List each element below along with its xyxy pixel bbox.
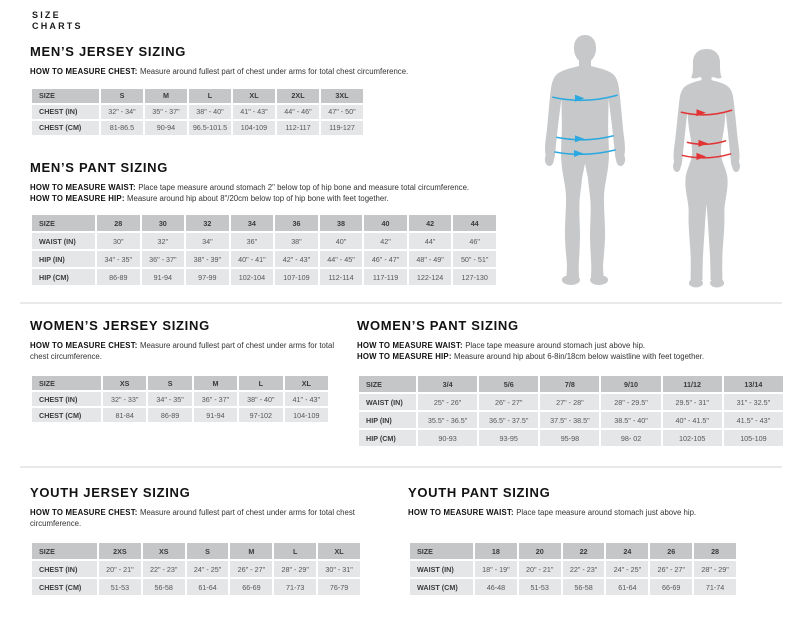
howto: [30, 508, 366, 529]
howto-label: HOW TO MEASURE HIP:: [30, 193, 127, 203]
table-value-cell: 22" - 23": [143, 561, 185, 577]
size-table: [30, 213, 498, 287]
section-heading: WOMEN’S PANT SIZING: [357, 318, 519, 333]
table-row-label: CHEST (IN): [32, 561, 97, 577]
youth-jersey-size-table: [30, 541, 366, 597]
table-value-cell: 119-127: [321, 121, 363, 135]
howto-line: [408, 508, 753, 519]
womens-pant-size-table: [357, 374, 789, 448]
table-value-cell: 30" - 31": [318, 561, 360, 577]
howto-text: Measure around fullest part of chest under arms for total chest circumference.: [30, 341, 335, 361]
howto: [30, 341, 336, 362]
section-heading: YOUTH JERSEY SIZING: [30, 485, 191, 500]
table-value-cell: 37.5" - 38.5": [540, 412, 599, 428]
howto-line: [30, 183, 505, 194]
table-value-cell: 97-102: [239, 408, 282, 422]
table-size-header: 42: [409, 215, 452, 231]
table-size-header: 28: [694, 543, 736, 559]
table-value-cell: 38" - 40": [239, 392, 282, 406]
howto-label: HOW TO MEASURE CHEST:: [30, 67, 140, 76]
table-value-cell: 96.5-101.5: [189, 121, 231, 135]
table-value-cell: 34": [186, 233, 229, 249]
table-value-cell: 38" - 40": [189, 105, 231, 119]
table-value-cell: 46" - 47": [364, 251, 407, 267]
table-size-header: 9/10: [601, 376, 660, 392]
table-value-cell: 91-94: [194, 408, 237, 422]
table-value-cell: 51-53: [519, 579, 561, 595]
table-size-header: XS: [143, 543, 185, 559]
table-value-cell: 90-93: [418, 430, 477, 446]
table-value-cell: 20" - 21": [99, 561, 141, 577]
table-size-header: 30: [142, 215, 185, 231]
table-value-cell: 30": [97, 233, 140, 249]
table-size-header: 44: [453, 215, 496, 231]
table-value-cell: 122-124: [409, 269, 452, 285]
table-size-header: M: [194, 376, 237, 390]
table-value-cell: 20" - 21": [519, 561, 561, 577]
table-size-header: 13/14: [724, 376, 783, 392]
howto-text: Place tape measure around stomach 2" below top of hip bone and measure total circumference.: [138, 183, 470, 192]
howto-text: Measure around hip about 8"/20cm below top of hip bone with feet together.: [127, 193, 389, 203]
howto-label: HOW TO MEASURE WAIST:: [30, 183, 139, 192]
page-title-line2: CHARTS: [32, 20, 83, 31]
table-value-cell: 93-95: [479, 430, 538, 446]
table-value-cell: 26" - 27": [479, 394, 538, 410]
table-size-header: L: [189, 89, 231, 103]
table-value-cell: 71-74: [694, 579, 736, 595]
female-measurement-figure: [655, 49, 758, 288]
table-value-cell: 44" - 46": [277, 105, 319, 119]
table-value-cell: 56-58: [143, 579, 185, 595]
table-size-header: XL: [318, 543, 360, 559]
male-measurement-figure: [531, 33, 639, 286]
table-corner-header: SIZE: [410, 543, 473, 559]
table-value-cell: 36": [231, 233, 274, 249]
table-value-cell: 31" - 32.5": [724, 394, 783, 410]
table-value-cell: 28" - 29.5": [601, 394, 660, 410]
table-value-cell: 41" - 43": [233, 105, 275, 119]
table-size-header: S: [101, 89, 143, 103]
size-table: [30, 541, 362, 597]
table-size-header: 40: [364, 215, 407, 231]
table-size-header: XS: [103, 376, 146, 390]
table-value-cell: 61-64: [606, 579, 648, 595]
section-womens-jersey-sizing: [30, 318, 336, 424]
table-corner-header: SIZE: [32, 215, 95, 231]
table-value-cell: 127-130: [453, 269, 496, 285]
table-corner-header: SIZE: [32, 543, 97, 559]
table-value-cell: 46-48: [475, 579, 517, 595]
table-row-label: CHEST (CM): [32, 121, 99, 135]
table-value-cell: 102-105: [663, 430, 722, 446]
table-row-label: HIP (IN): [359, 412, 416, 428]
section-womens-pant-sizing: [357, 318, 789, 448]
table-value-cell: 104-109: [233, 121, 275, 135]
howto-label: HOW TO MEASURE CHEST:: [30, 341, 140, 350]
table-value-cell: 29.5" - 31": [663, 394, 722, 410]
page-title: [32, 10, 83, 31]
table-value-cell: 44" - 45": [320, 251, 363, 267]
table-value-cell: 36.5" - 37.5": [479, 412, 538, 428]
table-value-cell: 98- 02: [601, 430, 660, 446]
howto-line: [30, 508, 366, 529]
table-value-cell: 107-109: [275, 269, 318, 285]
table-row-label: CHEST (CM): [32, 579, 97, 595]
table-value-cell: 51-53: [99, 579, 141, 595]
table-size-header: S: [187, 543, 229, 559]
table-value-cell: 104-109: [285, 408, 328, 422]
table-row-label: HIP (CM): [32, 269, 95, 285]
table-value-cell: 81-84: [103, 408, 146, 422]
table-size-header: L: [274, 543, 316, 559]
table-size-header: 32: [186, 215, 229, 231]
section-heading: WOMEN’S JERSEY SIZING: [30, 318, 210, 333]
table-value-cell: 41.5" - 43": [724, 412, 783, 428]
howto: [357, 341, 789, 362]
table-size-header: XL: [233, 89, 275, 103]
size-table: [30, 87, 365, 137]
howto-line: [30, 194, 505, 205]
table-size-header: M: [145, 89, 187, 103]
table-value-cell: 24" - 25": [187, 561, 229, 577]
table-value-cell: 34" - 35": [97, 251, 140, 267]
howto-label: HOW TO MEASURE WAIST:: [408, 508, 517, 517]
female-body-silhouette: [673, 49, 740, 287]
table-value-cell: 48" - 49": [409, 251, 452, 267]
table-value-cell: 105-109: [724, 430, 783, 446]
table-value-cell: 90-94: [145, 121, 187, 135]
howto-label: HOW TO MEASURE HIP:: [357, 351, 454, 361]
table-value-cell: 40": [320, 233, 363, 249]
mens-pant-size-table: [30, 213, 505, 287]
howto: [30, 183, 505, 204]
table-value-cell: 32" - 34": [101, 105, 143, 119]
table-value-cell: 66-69: [650, 579, 692, 595]
table-value-cell: 76-79: [318, 579, 360, 595]
table-value-cell: 36" - 37": [142, 251, 185, 267]
table-value-cell: 38": [275, 233, 318, 249]
table-size-header: 3XL: [321, 89, 363, 103]
section-divider: [20, 466, 782, 468]
size-table: [408, 541, 738, 597]
section-heading: YOUTH PANT SIZING: [408, 485, 551, 500]
howto-label: HOW TO MEASURE WAIST:: [357, 341, 466, 350]
table-size-header: 3/4: [418, 376, 477, 392]
table-row-label: CHEST (IN): [32, 105, 99, 119]
mens-jersey-size-table: [30, 87, 490, 137]
howto-line: [30, 67, 490, 78]
table-row-label: CHEST (CM): [32, 408, 101, 422]
table-corner-header: SIZE: [359, 376, 416, 392]
table-value-cell: 44": [409, 233, 452, 249]
table-value-cell: 38" - 39": [186, 251, 229, 267]
table-size-header: 26: [650, 543, 692, 559]
womens-jersey-size-table: [30, 374, 336, 424]
howto-text: Measure around fullest part of chest under arms for total chest circumference.: [30, 508, 355, 528]
table-size-header: 34: [231, 215, 274, 231]
table-value-cell: 36" - 37": [194, 392, 237, 406]
table-value-cell: 38.5" - 40": [601, 412, 660, 428]
section-divider: [20, 302, 782, 304]
section-heading: MEN’S PANT SIZING: [30, 160, 169, 175]
section-heading: MEN’S JERSEY SIZING: [30, 44, 187, 59]
table-value-cell: 24" - 25": [606, 561, 648, 577]
table-value-cell: 71-73: [274, 579, 316, 595]
youth-pant-size-table: [408, 541, 753, 597]
table-size-header: 22: [563, 543, 605, 559]
howto-text: Place tape measure around stomach just above hip.: [516, 508, 697, 517]
section-youth-jersey-sizing: [30, 485, 366, 597]
table-value-cell: 112-114: [320, 269, 363, 285]
table-value-cell: 25" - 26": [418, 394, 477, 410]
page-title-line1: SIZE: [32, 10, 61, 20]
size-table: [357, 374, 785, 448]
table-value-cell: 26" - 27": [650, 561, 692, 577]
table-row-label: WAIST (IN): [32, 233, 95, 249]
howto-text: Measure around hip about 6-8in/18cm below waistline with feet together.: [454, 351, 705, 361]
table-size-header: 20: [519, 543, 561, 559]
table-row-label: WAIST (CM): [410, 579, 473, 595]
table-value-cell: 42": [364, 233, 407, 249]
table-size-header: 7/8: [540, 376, 599, 392]
howto-line: [30, 341, 336, 362]
table-size-header: 5/6: [479, 376, 538, 392]
table-row-label: WAIST (IN): [359, 394, 416, 410]
table-value-cell: 34" - 35": [148, 392, 191, 406]
table-value-cell: 66-69: [230, 579, 272, 595]
table-value-cell: 97-99: [186, 269, 229, 285]
table-size-header: S: [148, 376, 191, 390]
table-size-header: 36: [275, 215, 318, 231]
table-value-cell: 26" - 27": [230, 561, 272, 577]
table-value-cell: 32": [142, 233, 185, 249]
table-value-cell: 81-86.5: [101, 121, 143, 135]
table-value-cell: 28" - 29": [694, 561, 736, 577]
table-corner-header: SIZE: [32, 376, 101, 390]
table-value-cell: 102-104: [231, 269, 274, 285]
table-value-cell: 86-89: [148, 408, 191, 422]
table-value-cell: 91-94: [142, 269, 185, 285]
table-value-cell: 27" - 28": [540, 394, 599, 410]
table-value-cell: 40" - 41.5": [663, 412, 722, 428]
table-value-cell: 18" - 19": [475, 561, 517, 577]
table-size-header: 18: [475, 543, 517, 559]
male-body-silhouette: [545, 35, 625, 285]
section-mens-pant-sizing: [30, 160, 505, 287]
section-mens-jersey-sizing: [30, 44, 490, 137]
table-value-cell: 35.5" - 36.5": [418, 412, 477, 428]
table-size-header: 24: [606, 543, 648, 559]
table-value-cell: 112-117: [277, 121, 319, 135]
table-value-cell: 86-89: [97, 269, 140, 285]
table-size-header: 38: [320, 215, 363, 231]
table-row-label: HIP (IN): [32, 251, 95, 267]
howto: [408, 508, 753, 519]
table-row-label: CHEST (IN): [32, 392, 101, 406]
section-youth-pant-sizing: [408, 485, 753, 597]
size-table: [30, 374, 330, 424]
table-value-cell: 47" - 50": [321, 105, 363, 119]
table-value-cell: 117-119: [364, 269, 407, 285]
table-value-cell: 95-98: [540, 430, 599, 446]
howto-line: [357, 341, 789, 352]
table-value-cell: 32" - 33": [103, 392, 146, 406]
howto-text: Place tape measure around stomach just above hip.: [465, 341, 646, 350]
table-row-label: WAIST (IN): [410, 561, 473, 577]
table-corner-header: SIZE: [32, 89, 99, 103]
table-value-cell: 50" - 51": [453, 251, 496, 267]
table-value-cell: 40" - 41": [231, 251, 274, 267]
howto: [30, 67, 490, 78]
table-size-header: XL: [285, 376, 328, 390]
table-size-header: M: [230, 543, 272, 559]
howto-text: Measure around fullest part of chest under arms for total chest circumference.: [139, 67, 409, 76]
table-size-header: L: [239, 376, 282, 390]
table-size-header: 2XS: [99, 543, 141, 559]
table-row-label: HIP (CM): [359, 430, 416, 446]
table-value-cell: 42" - 43": [275, 251, 318, 267]
table-value-cell: 56-58: [563, 579, 605, 595]
table-size-header: 28: [97, 215, 140, 231]
table-size-header: 11/12: [663, 376, 722, 392]
table-value-cell: 35" - 37": [145, 105, 187, 119]
table-value-cell: 22" - 23": [563, 561, 605, 577]
table-value-cell: 61-64: [187, 579, 229, 595]
table-size-header: 2XL: [277, 89, 319, 103]
howto-line: [357, 352, 789, 363]
table-value-cell: 46": [453, 233, 496, 249]
table-value-cell: 28" - 29": [274, 561, 316, 577]
table-value-cell: 41" - 43": [285, 392, 328, 406]
howto-label: HOW TO MEASURE CHEST:: [30, 508, 140, 517]
